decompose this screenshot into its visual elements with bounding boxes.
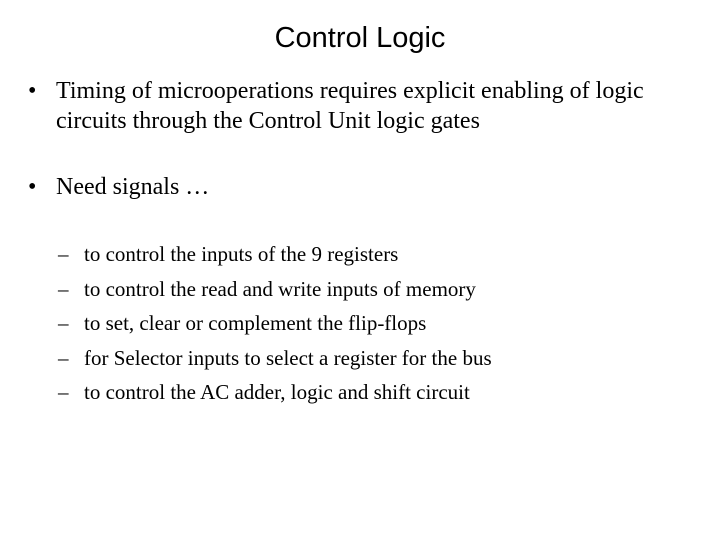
sub-bullet-item [0, 306, 720, 341]
bullet-marker: • [28, 174, 37, 200]
dash-marker: – [58, 311, 69, 335]
sub-bullet-text: for Selector inputs to select a register for the bus [84, 345, 492, 370]
sub-bullet-item [0, 272, 720, 307]
sub-bullet-text: to control the read and write inputs of memory [84, 276, 476, 301]
sub-bullet-text: to control the AC adder, logic and shift circuit [84, 380, 470, 404]
slide-title: Control Logic [274, 22, 446, 54]
bullet-item [0, 76, 720, 136]
sub-bullet-item [0, 237, 720, 272]
bullet-list [0, 76, 720, 238]
sub-bullet-list [0, 237, 720, 410]
bullet-text: Need signals … [56, 174, 210, 200]
sub-bullet-text: to control the inputs of the 9 registers [84, 242, 399, 266]
dash-marker: – [58, 276, 69, 301]
sub-bullet-item [0, 375, 720, 410]
dash-marker: – [58, 380, 69, 404]
bullet-marker: • [28, 78, 37, 104]
sub-bullet-text: to set, clear or complement the flip-flops [84, 311, 427, 335]
dash-marker: – [58, 242, 69, 266]
bullet-item [0, 172, 720, 202]
bullet-text: Timing of microoperations requires explicit enabling of logic circuits through the Control Unit logic gates [56, 78, 644, 134]
sub-bullet-item [0, 341, 720, 376]
dash-marker: – [58, 345, 69, 370]
